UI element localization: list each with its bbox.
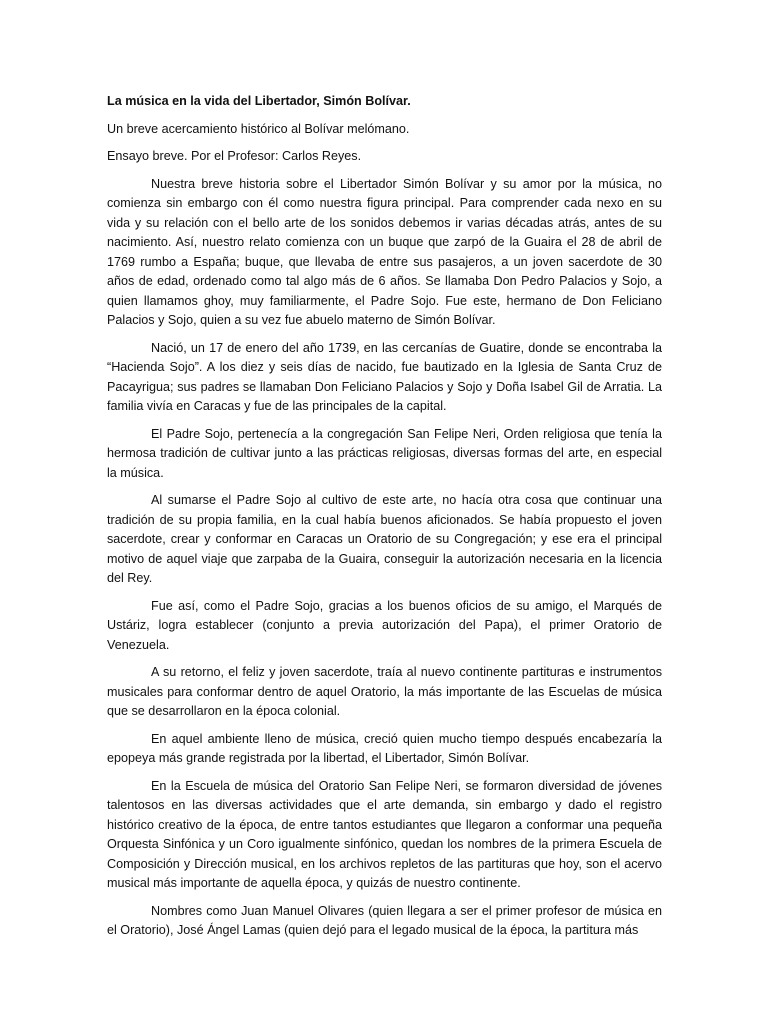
document-title: La música en la vida del Libertador, Simón Bolívar. (107, 94, 411, 108)
document-byline: Ensayo breve. Por el Profesor: Carlos Reyes. (107, 149, 362, 163)
paragraph-9: Nombres como Juan Manuel Olivares (quien llegara a ser el primer profesor de música en el Oratorio), José Ángel Lamas (quien dejó para el legado musical de la época, la partitura más (107, 903, 662, 937)
paragraph-2: Nació, un 17 de enero del año 1739, en las cercanías de Guatire, donde se encontraba la “Hacienda Sojo”. A los diez y seis días de nacido, fue bautizado en la Iglesia de Santa Cruz de Pacayrigua; sus padres se llamaban Don Feliciano Palacios y Sojo y Doña Isabel Gil de Arratia. La familia vivía en Caracas y fue de las principales de la capital. (107, 340, 662, 413)
paragraph-1: Nuestra breve historia sobre el Libertador Simón Bolívar y su amor por la música, no comienza sin embargo con él como nuestra figura principal. Para comprender cada nexo en su vida y su relación con el bello arte de los sonidos debemos ir varias décadas atrás, antes de su nacimiento. Así, nuestro relato comienza con un buque que zarpó de la Guaira el 28 de abril de 1769 rumbo a España; buque, que llevaba de entre sus pasajeros, a un joven sacerdote de 30 años de edad, ordenado como tal algo más de 6 años. Se llamaba Don Pedro Palacios y Sojo, a quien llamamos ghoy, muy familiarmente, el Padre Sojo. Fue este, hermano de Don Feliciano Palacios y Sojo, quien a su vez fue abuelo materno de Simón Bolívar. (107, 176, 662, 327)
paragraph-8: En la Escuela de música del Oratorio San Felipe Neri, se formaron diversidad de jóvenes talentosos en las diversas actividades que el arte demanda, sin embargo y dado el registro histórico creativo de la época, de entre tantos estudiantes que llegaron a conformar una pequeña Orquesta Sinfónica y un Coro igualmente sinfónico, quedan los nombres de la primera Escuela de Composición y Dirección musical, en los archivos repletos de las partituras que hoy, son el acervo musical más importante de aquella época, y quizás de nuestro continente. (107, 778, 662, 890)
paragraph-6: A su retorno, el feliz y joven sacerdote, traía al nuevo continente partituras e instrumentos musicales para conformar dentro de aquel Oratorio, la más importante de las Escuelas de música que se desarrollaron en la época colonial. (107, 665, 662, 718)
document-subtitle: Un breve acercamiento histórico al Bolívar melómano. (107, 121, 410, 136)
paragraph-7: En aquel ambiente lleno de música, creció quien mucho tiempo después encabezaría la epopeya más grande registrada por la libertad, el Libertador, Simón Bolívar. (107, 731, 662, 765)
paragraph-5: Fue así, como el Padre Sojo, gracias a los buenos oficios de su amigo, el Marqués de Ustáriz, logra establecer (conjunto a previa autorización del Papa), el primer Oratorio de Venezuela. (107, 598, 662, 652)
paragraph-4: Al sumarse el Padre Sojo al cultivo de este arte, no hacía otra cosa que continuar una tradición de su propia familia, en la cual había buenos aficionados. Se había propuesto el joven sacerdote, crear y conformar en Caracas un Oratorio de su Congregación; y ese era el principal motivo de aquel viaje que zarpaba de la Guaira, conseguir la autorización necesaria en la licencia del Rey. (107, 493, 662, 585)
paragraph-3: El Padre Sojo, pertenecía a la congregación San Felipe Neri, Orden religiosa que tenía la hermosa tradición de cultivar junto a las prácticas religiosas, diversas formas del arte, en especial la música. (107, 426, 662, 480)
document-page (107, 92, 662, 949)
